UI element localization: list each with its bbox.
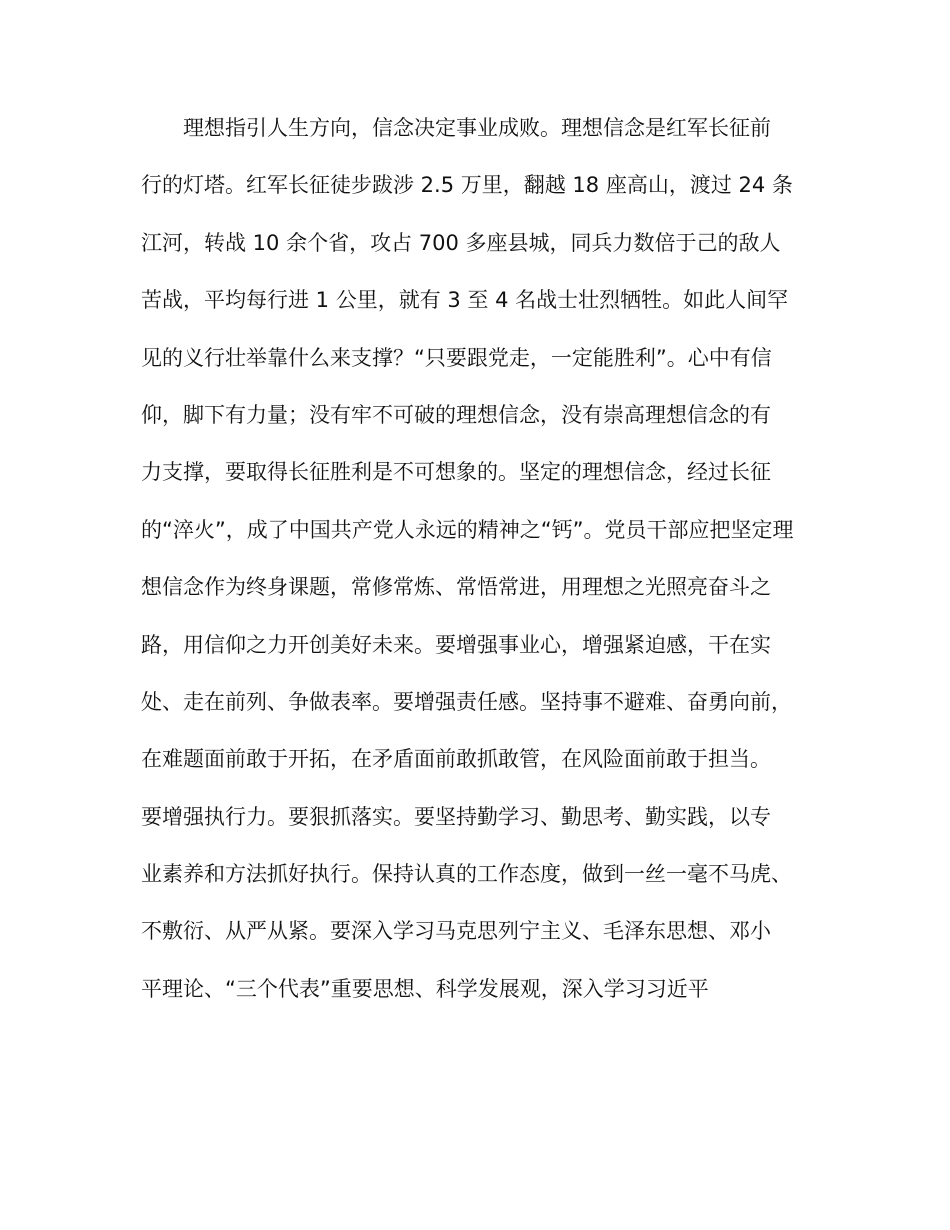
paragraph-line: 在难题面前敢于开拓，在矛盾面前敢抓敢管，在风险面前敢于担当。 <box>141 747 771 772</box>
paragraph-line: 见的义行壮举靠什么来支撑？“只要跟党走，一定能胜利”。心中有信 <box>141 345 772 370</box>
paragraph-line: 平理论、“三个代表”重要思想、科学发展观，深入学习习近平 <box>141 976 709 1001</box>
paragraph-line: 业素养和方法抓好执行。保持认真的工作态度，做到一丝一毫不马虎、 <box>141 862 792 887</box>
paragraph-line: 路，用信仰之力开创美好未来。要增强事业心，增强紧迫感，干在实 <box>141 632 771 657</box>
paragraph-line: 要增强执行力。要狠抓落实。要坚持勤学习、勤思考、勤实践，以专 <box>141 804 771 829</box>
paragraph-line: 处、走在前列、争做表率。要增强责任感。坚持事不避难、奋勇向前， <box>141 689 792 714</box>
paragraph-line: 行的灯塔。红军长征徒步跋涉 2.5 万里，翻越 18 座高山，渡过 24 条 <box>141 173 793 198</box>
paragraph-line: 理想指引人生方向，信念决定事业成败。理想信念是红军长征前 <box>183 116 771 140</box>
paragraph-line: 江河，转战 10 余个省，攻占 700 多座县城，同兵力数倍于己的敌人 <box>141 230 781 255</box>
paragraph-line: 苦战，平均每行进 1 公里，就有 3 至 4 名战士壮烈牺牲。如此人间罕 <box>141 288 789 313</box>
paragraph-line: 仰，脚下有力量；没有牢不可破的理想信念，没有崇高理想信念的有 <box>141 402 771 427</box>
paragraph-line: 的“淬火”，成了中国共产党人永远的精神之“钙”。党员干部应把坚定理 <box>141 517 794 542</box>
paragraph-line: 力支撑，要取得长征胜利是不可想象的。坚定的理想信念，经过长征 <box>141 460 771 485</box>
body-paragraph <box>141 100 821 1018</box>
paragraph-line: 不敷衍、从严从紧。要深入学习马克思列宁主义、毛泽东思想、邓小 <box>141 919 771 944</box>
paragraph-line: 想信念作为终身课题，常修常炼、常悟常进，用理想之光照亮奋斗之 <box>141 575 771 600</box>
